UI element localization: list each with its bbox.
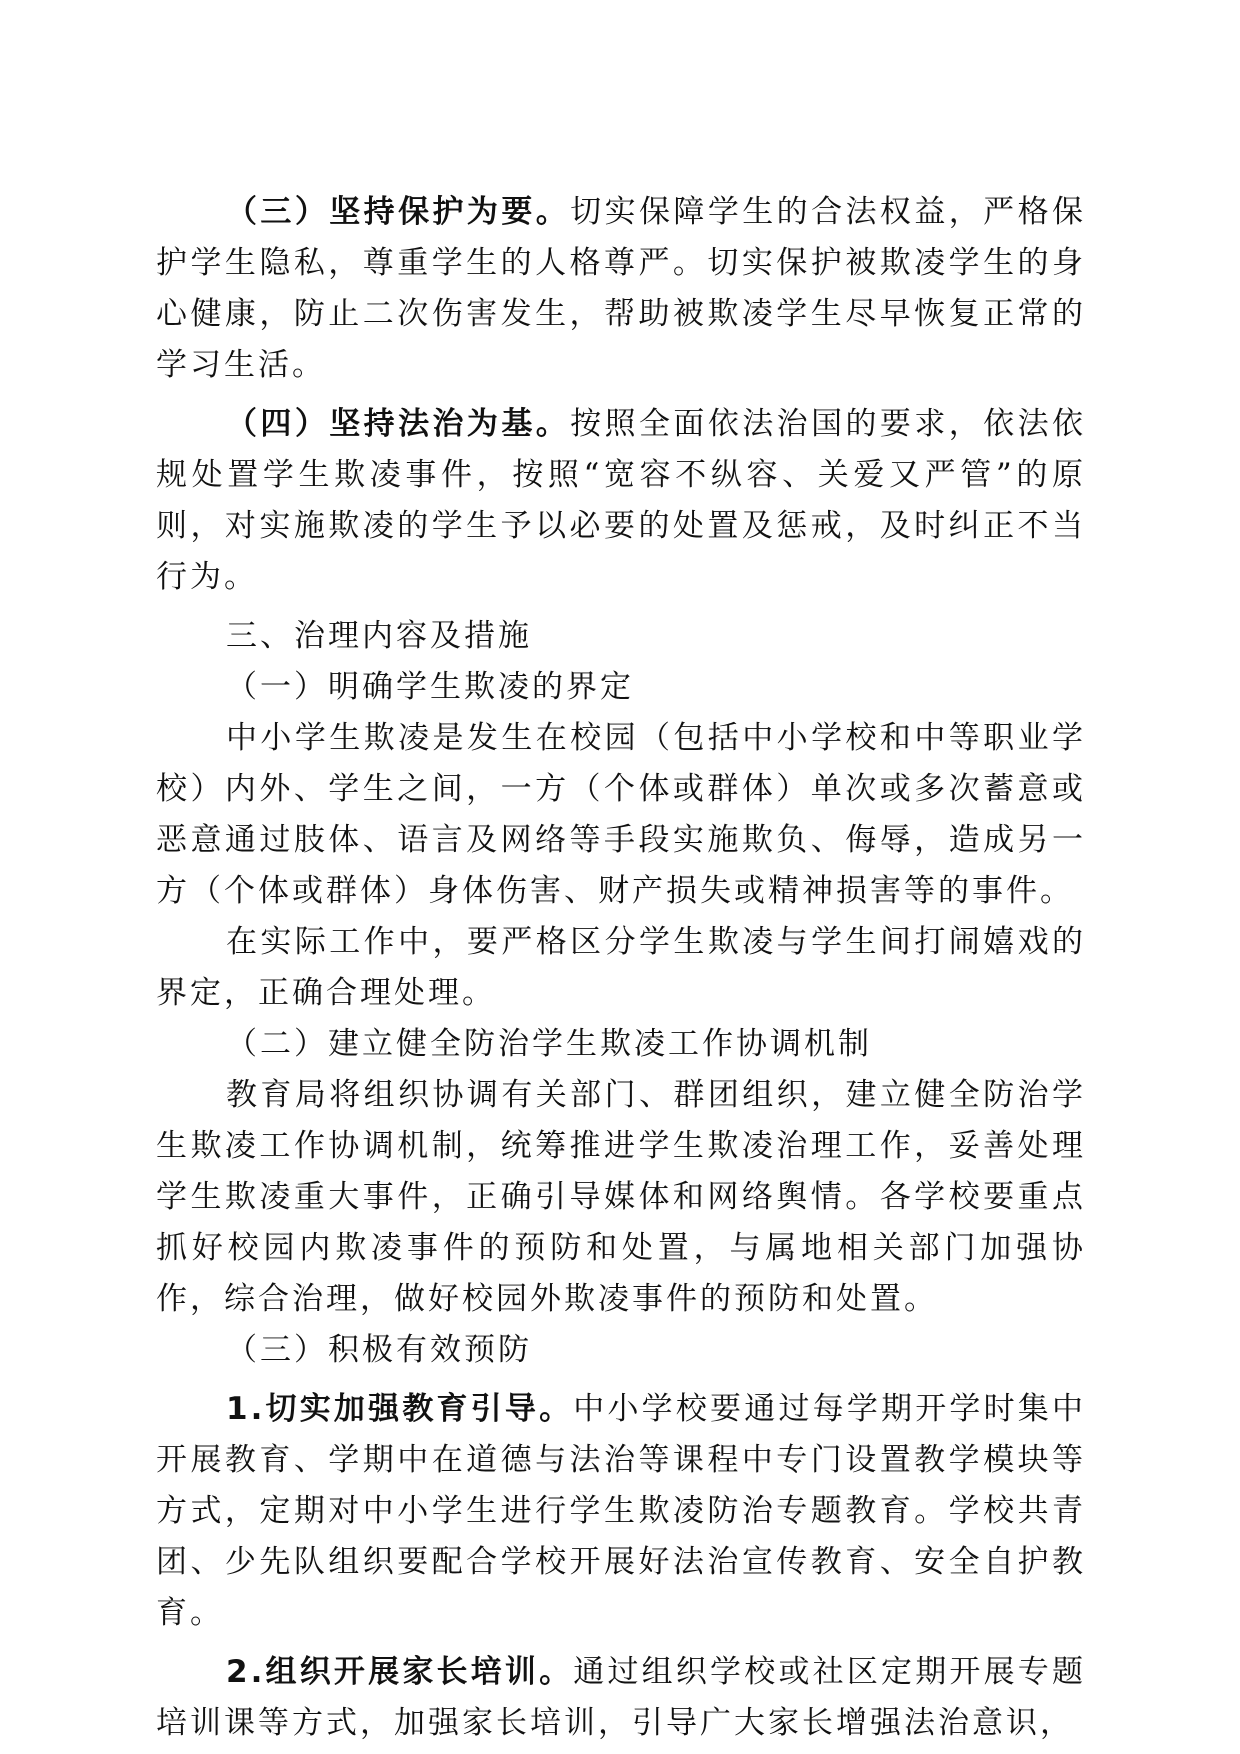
section-heading-3: 三、治理内容及措施 (226, 618, 532, 654)
paragraph-mechanism: 教育局将组织协调有关部门、群团组织，建立健全防治学生欺凌工作协调机制，统筹推进学生欺凌治理工作，妥善处理学生欺凌重大事件，正确引导媒体和网络舆情。各学校要重点抓好校园内欺凌事件的预防和处置，与属地相关部门加强协作，综合治理，做好校园外欺凌事件的预防和处置。 (156, 1077, 1086, 1317)
paragraph-lead: （四）坚持法治为基。 (226, 406, 571, 442)
paragraph-lead: 2.组织开展家长培训。 (226, 1654, 574, 1690)
subsection-heading-2: （二）建立健全防治学生欺凌工作协调机制 (226, 1026, 872, 1062)
paragraph-parent-training (156, 1647, 1086, 1749)
subsection-heading-1: （一）明确学生欺凌的界定 (226, 669, 634, 705)
paragraph-text: 按照全面依法治国的要求，依法依规处置学生欺凌事件，按照“宽容不纵容、关爱又严管”的原则，对实施欺凌的学生予以必要的处置及惩戒，及时纠正不当行为。 (156, 406, 1087, 595)
paragraph-lead: （三）坚持保护为要。 (226, 194, 571, 230)
paragraph-rule-of-law (156, 399, 1086, 603)
paragraph-definition: 中小学生欺凌是发生在校园（包括中小学校和中等职业学校）内外、学生之间，一方（个体或群体）单次或多次蓄意或恶意通过肢体、语言及网络等手段实施欺负、侮辱，造成另一方（个体或群体）身体伤害、财产损失或精神损害等的事件。 (156, 720, 1086, 909)
paragraph-distinguish: 在实际工作中，要严格区分学生欺凌与学生间打闹嬉戏的界定，正确合理处理。 (156, 924, 1086, 1011)
paragraph-education (156, 1384, 1086, 1639)
subsection-heading-3: （三）积极有效预防 (226, 1332, 532, 1368)
paragraph-protection (156, 187, 1086, 391)
paragraph-text: 切实保障学生的合法权益，严格保护学生隐私，尊重学生的人格尊严。切实保护被欺凌学生的身心健康，防止二次伤害发生，帮助被欺凌学生尽早恢复正常的学习生活。 (156, 194, 1087, 383)
paragraph-text: 中小学校要通过每学期开学时集中开展教育、学期中在道德与法治等课程中专门设置教学模块等方式，定期对中小学生进行学生欺凌防治专题教育。学校共青团、少先队组织要配合学校开展好法治宣传教育、安全自护教育。 (156, 1391, 1086, 1631)
paragraph-lead: 1.切实加强教育引导。 (226, 1391, 574, 1427)
paragraph-text: 通过组织学校或社区定期开展专题培训课等方式，加强家长培训，引导广大家长增强法治意识， (156, 1654, 1086, 1741)
document-body (156, 187, 1086, 1749)
